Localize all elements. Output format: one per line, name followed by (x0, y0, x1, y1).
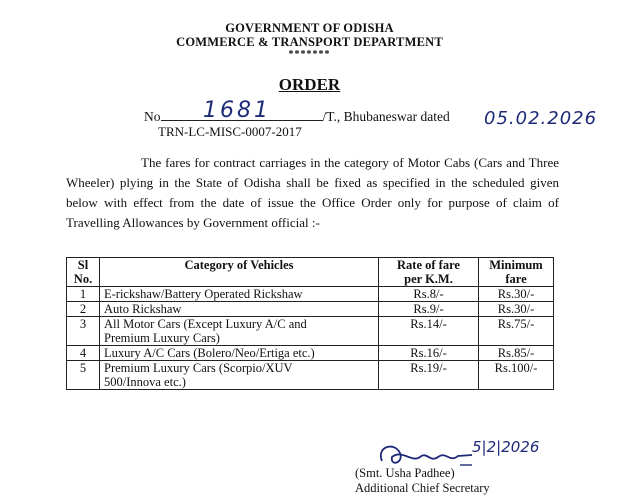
row-category: Premium Luxury Cars (Scorpio/XUV 500/Innova etc.) (100, 361, 379, 390)
reference-line (144, 108, 450, 125)
header-minimum-fare: Minimum fare (479, 258, 554, 287)
row-rate-per-km: Rs.9/- (379, 302, 479, 317)
row-minimum-fare: Rs.85/- (479, 346, 554, 361)
row-minimum-fare: Rs.30/- (479, 287, 554, 302)
row-sl-no: 2 (67, 302, 100, 317)
table-row (67, 361, 554, 390)
handwritten-signature-date: 5|2|2026 (472, 438, 540, 456)
row-rate-per-km: Rs.8/- (379, 287, 479, 302)
fare-table (66, 257, 554, 390)
handwritten-order-number: 1681 (203, 98, 271, 123)
table-row (67, 302, 554, 317)
handwritten-order-date: 05.02.2026 (484, 108, 598, 129)
fare-table-header-row (67, 258, 554, 287)
row-category: All Motor Cars (Except Luxury A/C and Premium Luxury Cars) (100, 317, 379, 346)
row-category: E-rickshaw/Battery Operated Rickshaw (100, 287, 379, 302)
table-row (67, 287, 554, 302)
order-body-text: The fares for contract carriages in the category of Motor Cabs (Cars and Three Wheeler) plying in the State of Odisha shall be fixed as specified in the scheduled given below with effect from the date of issue the Office Order only for purpose of claim of Travelling Allowances by Government official :- (66, 155, 559, 230)
row-sl-no: 1 (67, 287, 100, 302)
order-body-paragraph (66, 153, 559, 233)
file-number: TRN-LC-MISC-0007-2017 (158, 124, 302, 139)
signatory-name: (Smt. Usha Padhee) (355, 466, 455, 480)
row-sl-no: 5 (67, 361, 100, 390)
document-title: ORDER (278, 75, 341, 94)
reference-suffix: /T., Bhubaneswar dated (322, 109, 450, 124)
table-row (67, 317, 554, 346)
row-minimum-fare: Rs.100/- (479, 361, 554, 390)
row-rate-per-km: Rs.14/- (379, 317, 479, 346)
row-category: Auto Rickshaw (100, 302, 379, 317)
row-sl-no: 4 (67, 346, 100, 361)
government-heading: GOVERNMENT OF ODISHA (225, 21, 394, 35)
header-rate: Rate of fare per K.M. (379, 258, 479, 287)
signatory-designation: Additional Chief Secretary (355, 481, 490, 495)
header-category: Category of Vehicles (100, 258, 379, 287)
row-rate-per-km: Rs.19/- (379, 361, 479, 390)
row-sl-no: 3 (67, 317, 100, 346)
no-label: No (144, 109, 161, 124)
row-category: Luxury A/C Cars (Bolero/Neo/Ertiga etc.) (100, 346, 379, 361)
header-sl-no: Sl No. (67, 258, 100, 287)
row-rate-per-km: Rs.16/- (379, 346, 479, 361)
table-row (67, 346, 554, 361)
heading-separator: ******* (288, 49, 331, 60)
row-minimum-fare: Rs.30/- (479, 302, 554, 317)
row-minimum-fare: Rs.75/- (479, 317, 554, 346)
department-heading: COMMERCE & TRANSPORT DEPARTMENT (176, 35, 443, 49)
